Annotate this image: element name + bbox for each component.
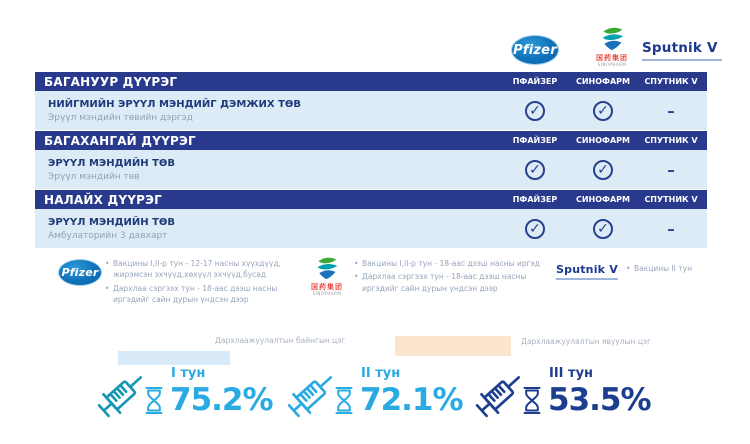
dose-label: III тун xyxy=(549,366,594,381)
facility-location: Эрүүл мэндийн төвийн дэргэд xyxy=(48,112,193,123)
district-name: НАЛАЙХ ДҮҮРЭГ xyxy=(44,192,162,207)
facility-name: ЭРҮҮЛ МЭНДИЙН ТӨВ xyxy=(48,157,176,169)
sinopharm-en-text: SINOPHARM xyxy=(597,62,627,67)
availability-sputnik xyxy=(637,101,705,121)
dose-2-stat xyxy=(278,358,463,420)
column-header-sinopharm: СИНОФАРМ xyxy=(575,136,630,145)
check-icon: ✓ xyxy=(525,101,545,121)
sputnik-logo xyxy=(642,40,726,61)
section-bagakhangai xyxy=(35,131,707,189)
column-header-pfizer: ПФАЙЗЕР xyxy=(512,195,558,204)
facility-name: НИЙГМИЙН ЭРҮҮЛ МЭНДИЙГ ДЭМЖИХ ТӨВ xyxy=(48,98,302,110)
column-header-sinopharm: СИНОФАРМ xyxy=(575,77,630,86)
dash-icon: – xyxy=(667,101,675,120)
check-icon: ✓ xyxy=(593,160,613,180)
pfizer-legend-logo xyxy=(58,259,102,286)
district-header-bar xyxy=(35,72,707,91)
availability-sputnik xyxy=(637,219,705,239)
sputnik-tagline-line xyxy=(556,278,618,280)
availability-sinopharm xyxy=(569,219,637,239)
availability-pfizer xyxy=(501,101,569,121)
dose-label: II тун xyxy=(361,366,401,381)
sinopharm-swoosh-icon xyxy=(599,26,626,51)
section-nalaikh xyxy=(35,190,707,248)
section-baganuur xyxy=(35,72,707,130)
pfizer-oval-badge xyxy=(58,259,102,286)
dose-percentage: 75.2% xyxy=(170,382,273,418)
mobile-point-label: Дархлаажуулалтын явуулын цэг xyxy=(521,337,652,346)
sinopharm-en-text: SINOPHARM xyxy=(312,291,342,296)
dash-icon: – xyxy=(667,160,675,179)
pfizer-logo-text: Pfizer xyxy=(513,42,557,58)
dose-3-stat xyxy=(466,358,651,420)
pfizer-logo xyxy=(511,35,559,65)
column-header-sputnik: СПУТНИК V xyxy=(644,77,698,86)
facility-row xyxy=(35,150,707,189)
sputnik-logo-text: Sputnik V xyxy=(556,263,618,276)
sputnik-bullet: • Вакцины II тун xyxy=(624,263,734,274)
column-header-sputnik: СПУТНИК V xyxy=(644,195,698,204)
dose-coverage-stats xyxy=(0,358,750,444)
availability-sinopharm xyxy=(569,160,637,180)
sinopharm-bullet: • Вакцины I,II-р тун - 18-аас дээш насны иргэд xyxy=(352,258,557,269)
facility-location: Эрүүл мэндийн төв xyxy=(48,171,140,182)
check-icon: ✓ xyxy=(525,219,545,239)
dose-percentage: 72.1% xyxy=(360,382,463,418)
column-header-pfizer: ПФАЙЗЕР xyxy=(512,136,558,145)
sputnik-logo-text: Sputnik V xyxy=(642,40,718,56)
sputnik-legend-logo xyxy=(556,263,618,280)
check-icon: ✓ xyxy=(525,160,545,180)
pfizer-bullet: • Вакцины I,II-р тун - 12-17 насны хүүхдүүд, жирэмсэн эхчүүд,хөхүүл эхчүүд,бусад xyxy=(103,258,291,281)
pfizer-bullet: • Дархлаа сэргээх тун - 18-аас дээш насны иргэдийг сайн дурын үндсэн дээр xyxy=(103,283,291,306)
facility-name: ЭРҮҮЛ МЭНДИЙН ТӨВ xyxy=(48,216,176,228)
sinopharm-bullet-list xyxy=(352,258,557,296)
availability-sputnik xyxy=(637,160,705,180)
vaccine-legend xyxy=(0,256,750,326)
district-header-bar xyxy=(35,190,707,209)
availability-pfizer xyxy=(501,219,569,239)
availability-sinopharm xyxy=(569,101,637,121)
sinopharm-swoosh-icon xyxy=(314,256,340,280)
column-header-sinopharm: СИНОФАРМ xyxy=(575,195,630,204)
district-name: БАГАНУУР ДҮҮРЭГ xyxy=(44,74,178,89)
column-header-pfizer: ПФАЙЗЕР xyxy=(512,77,558,86)
sinopharm-cn-text: 国药集团 xyxy=(596,54,628,62)
dose-percentage: 53.5% xyxy=(548,382,651,418)
facility-location: Амбулаторийн 3 давхарт xyxy=(48,230,168,241)
pfizer-bullet-list xyxy=(103,258,291,307)
pfizer-oval-badge xyxy=(511,35,559,65)
dash-icon: – xyxy=(667,219,675,238)
district-header-bar xyxy=(35,131,707,150)
sinopharm-cn-text: 国药集团 xyxy=(311,283,343,291)
facility-row xyxy=(35,91,707,130)
dose-label: I тун xyxy=(171,366,206,381)
sinopharm-logo xyxy=(589,26,635,67)
pfizer-logo-text: Pfizer xyxy=(61,266,99,279)
district-name: БАГАХАНГАЙ ДҮҮРЭГ xyxy=(44,133,196,148)
district-vaccine-table xyxy=(35,72,707,249)
availability-pfizer xyxy=(501,160,569,180)
sputnik-bullet-list xyxy=(624,263,734,276)
dose-1-stat xyxy=(88,358,273,420)
facility-row xyxy=(35,209,707,248)
check-icon: ✓ xyxy=(593,101,613,121)
mobile-point-swatch xyxy=(395,336,511,356)
permanent-point-label: Дархлаажуулалтын байнгын цэг xyxy=(215,336,346,345)
sputnik-tagline-line xyxy=(642,59,722,61)
column-header-sputnik: СПУТНИК V xyxy=(644,136,698,145)
sinopharm-bullet: • Дархлаа сэргээх тун - 18-аас дээш насны иргэдийг сайн дурын үндсэн дээр xyxy=(352,271,557,294)
sinopharm-legend-logo xyxy=(306,256,348,296)
check-icon: ✓ xyxy=(593,219,613,239)
